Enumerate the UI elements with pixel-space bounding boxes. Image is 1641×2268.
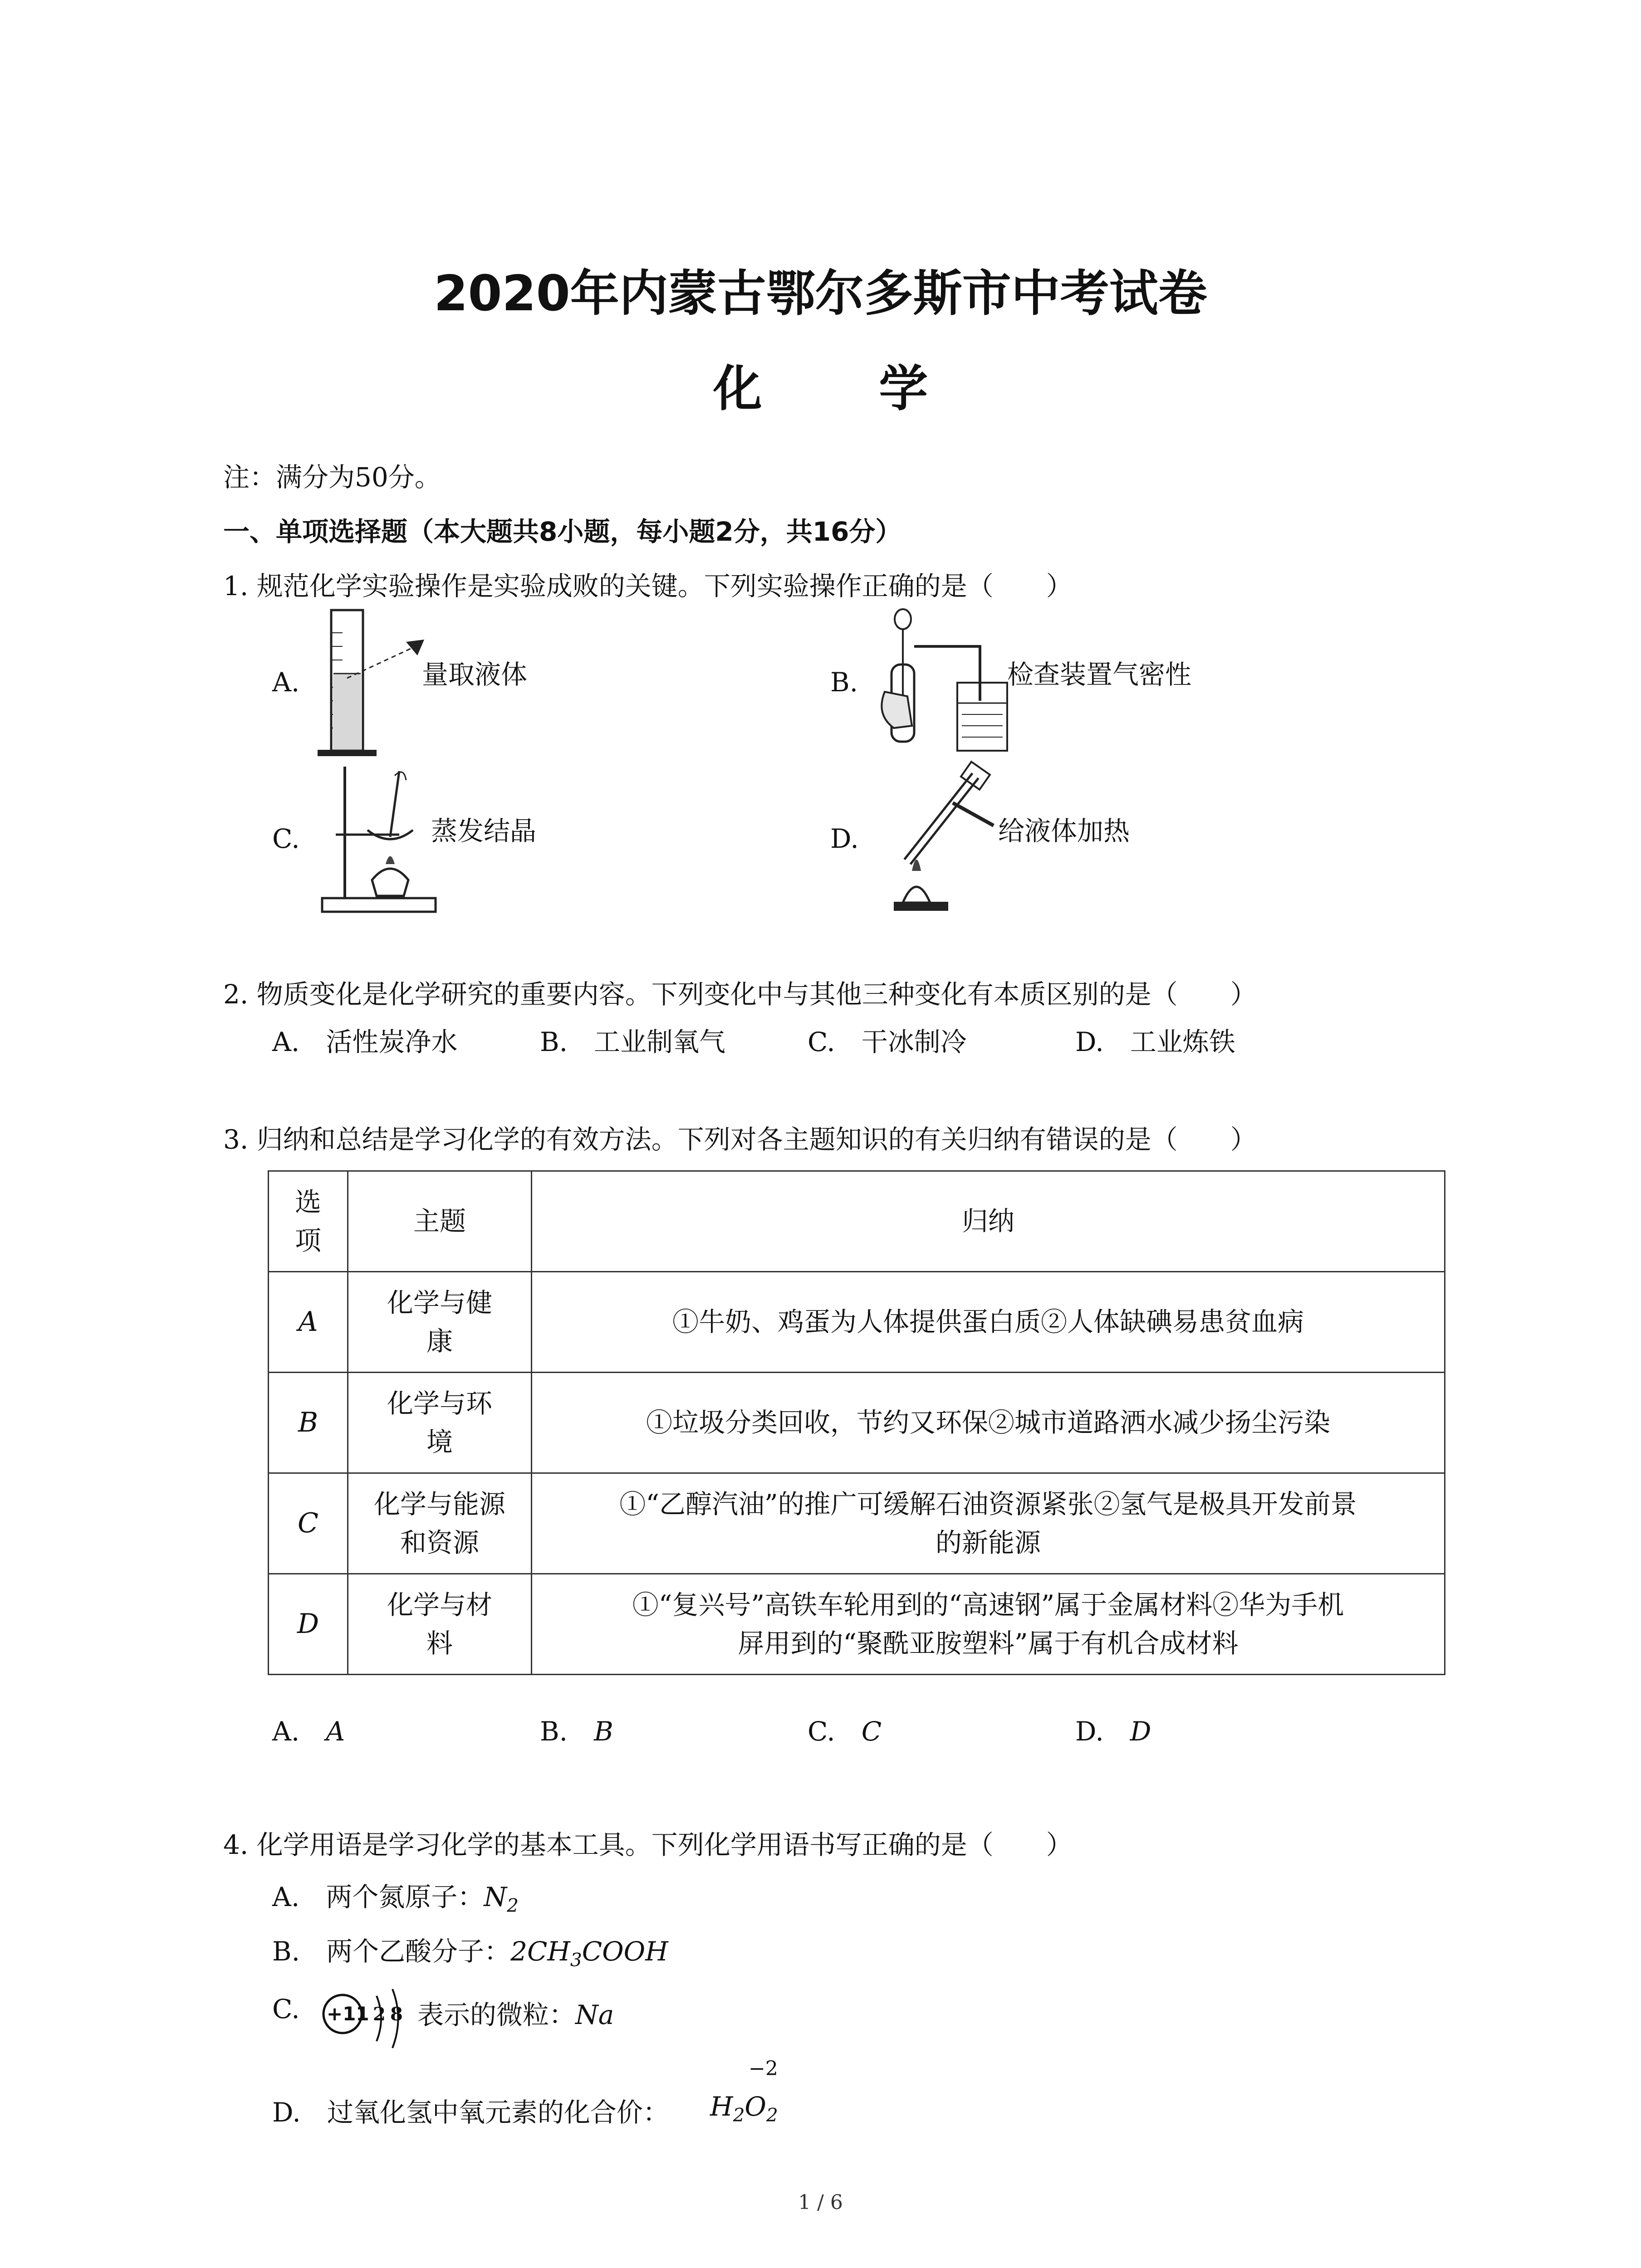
exam-title: 2020年内蒙古鄂尔多斯市中考试卷 [434,265,1207,322]
graduated-cylinder-icon [313,606,431,760]
q1-option-a-letter: A. [272,667,300,698]
row-key: D [297,1608,319,1640]
header-topic-cell: 主题 [348,1171,532,1272]
q1-stem: 1. 规范化学实验操作是实验成败的关键。下列实验操作正确的是（ ） [223,571,1073,601]
q1-option-d-text: 给液体加热 [998,816,1130,846]
airtightness-apparatus-icon [876,606,1012,755]
q3-option-b: B. B [540,1716,613,1747]
score-note: 注：满分为50分。 [223,462,441,493]
subject-title: 化 学 [713,361,978,417]
row-key: B [298,1407,318,1438]
q4-option-c-letter: C. [272,1994,300,2024]
row-summary: ①“复兴号”高铁车轮用到的“高速钢”属于金属材料②华为手机 [632,1589,1344,1621]
q4-option-c-text: 表示的微粒：Na [417,1999,614,2030]
row-topic: 化学与健 [387,1287,492,1319]
hydrogen-peroxide-formula: $H_2O_2$ [710,2091,778,2126]
q3-option-c: C. C [808,1716,882,1747]
table-header-row [269,1171,1445,1272]
q1-option-b-letter: B. [830,667,858,698]
q4-stem: 4. 化学用语是学习化学的基本工具。下列化学用语书写正确的是（ ） [223,1829,1073,1860]
q2-option-c: C. 干冰制冷 [808,1026,967,1057]
row-key: A [298,1306,318,1338]
row-summary: ①“乙醇汽油”的推广可缓解石油资源紧张②氢气是极具开发前景 [619,1489,1357,1520]
header-option-cell: 选 项 [269,1171,348,1272]
q2-option-a: A. 活性炭净水 [272,1026,458,1057]
row-topic: 化学与能源 [373,1489,505,1520]
row-key: C [298,1507,318,1539]
q1-option-d-letter: D. [830,823,859,854]
q1-option-b-text: 检查装置气密性 [1007,659,1192,690]
q2-stem: 2. 物质变化是化学研究的重要内容。下列变化中与其他三种变化有本质区别的是（ ） [223,979,1257,1010]
q3-stem: 3. 归纳和总结是学习化学的有效方法。下列对各主题知识的有关归纳有错误的是（ ） [223,1124,1257,1155]
table-row: A 化学与健 康 ①牛奶、鸡蛋为人体提供蛋白质②人体缺碘易患贫血病 [269,1272,1445,1373]
q3-option-d: D. D [1075,1716,1151,1747]
valence-annotation: −2 [749,2057,778,2080]
shell-1-electrons: 2 [373,2004,386,2025]
sodium-atom-structure-diagram [318,1984,417,2053]
q4-option-b: B. 两个乙酸分子：$2CH_3COOH$ [272,1936,668,1971]
table-row: B 化学与环 境 ①垃圾分类回收，节约又环保②城市道路洒水减少扬尘污染 [269,1373,1445,1473]
q4-option-a: A. 两个氮原子：$N_2$ [272,1882,519,1916]
table-row: D 化学与材 料 ①“复兴号”高铁车轮用到的“高速钢”属于金属材料②华为手机 屏用到的“聚酰亚胺塑料”属于有机合成材料 [269,1574,1445,1675]
page-number: 1 / 6 [798,2191,843,2214]
row-topic: 化学与材 [387,1589,492,1621]
q2-option-d: D. 工业炼铁 [1075,1026,1235,1057]
row-topic: 化学与环 [387,1388,492,1419]
row-summary: ①垃圾分类回收，节约又环保②城市道路洒水减少扬尘污染 [646,1407,1330,1438]
q1-option-a-text: 量取液体 [422,659,528,690]
nucleus-charge: +11 [327,2003,369,2025]
evaporating-dish-icon [313,758,445,916]
q2-option-b: B. 工业制氧气 [540,1026,726,1057]
header-summary-cell: 归纳 [532,1171,1445,1272]
q3-option-a: A. A [272,1716,345,1747]
row-summary: ①牛奶、鸡蛋为人体提供蛋白质②人体缺碘易患贫血病 [672,1306,1304,1338]
summary-table [268,1170,1445,1675]
heating-test-tube-icon [885,758,1007,916]
q1-option-c-text: 蒸发结晶 [431,816,537,846]
table-row: C 化学与能源 和资源 ①“乙醇汽油”的推广可缓解石油资源紧张②氢气是极具开发前景 的新能源 [269,1473,1445,1574]
section-heading: 一、单项选择题（本大题共8小题，每小题2分，共16分） [223,516,902,547]
q1-option-c-letter: C. [272,823,300,854]
q4-option-d-text: D. 过氧化氢中氧元素的化合价： [272,2097,669,2128]
shell-2-electrons: 8 [390,2004,403,2025]
